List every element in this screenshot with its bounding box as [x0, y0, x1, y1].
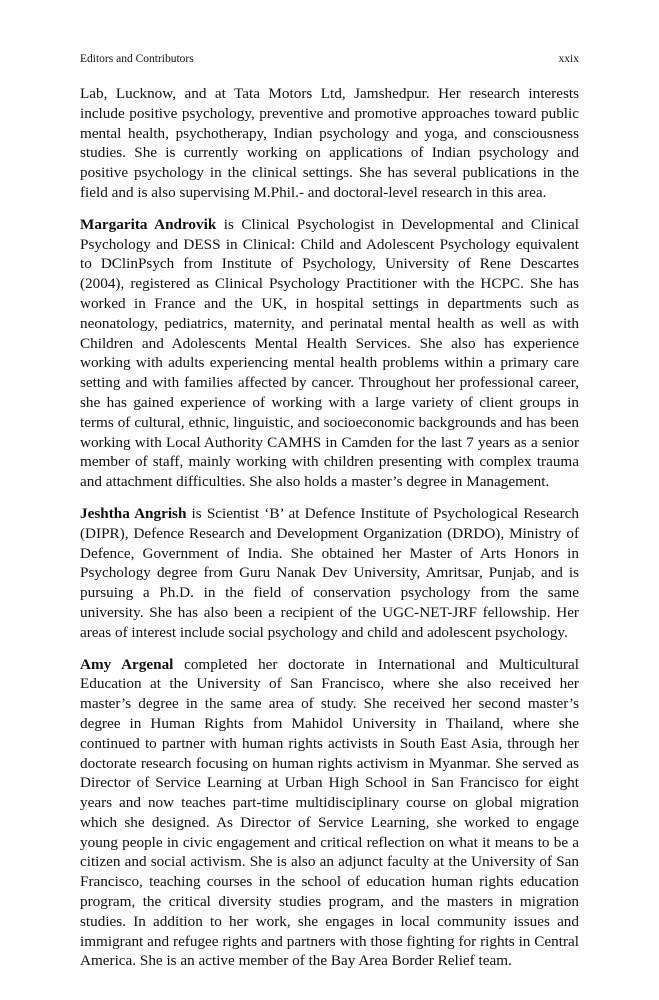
entry-text: is Scientist ‘B’ at Defence Institute of Psychological Research (DIPR), Defence Research and Development Organization (DRDO), Ministry of Defence, Government of India. She obtained her Master of Arts Honors in Psychology degree from Guru Nanak Dev University, Amritsar, Punjab, and is pursuing a Ph.D. in the field of conservation psychology from the same university. She has also been a recipient of the UGC-NET-JRF fellowship. Her areas of interest include social psychology and child and adolescent psychology.: [80, 504, 580, 641]
contributor-entry: [80, 655, 579, 972]
running-head-title: Editors and Contributors: [80, 53, 194, 65]
contributor-name: Margarita Androvik: [80, 215, 217, 233]
running-head: [80, 52, 579, 66]
entry-text: Lab, Lucknow, and at Tata Motors Ltd, Jamshedpur. Her research interests include positive psychology, preventive and promotive approaches toward public mental health, psychotherapy, Indian psychology and yoga, and consciousness studies. She is currently working on applications of Indian psychology and positive psychology in the clinical settings. She has several publications in the field and is also supervising M.Phil.- and doctoral-level research in this area.: [80, 85, 579, 201]
entry-text: completed her doctorate in International and Multicultural Education at the University of San Francisco, where she also received her master’s degree in the same area of study. She received her second master’s degree in Human Rights from Mahidol University in Thailand, where she continued to partner with human rights activists in South East Asia, through her doctorate research focusing on human rights activism in Myanmar. She served as Director of Service Learning at Urban High School in San Francisco for eight years and now teaches part-time multidisciplinary course on global migration which she designed. As Director of Service Learning, she worked to engage young people in civic engagement and critical reflection on what it means to be a citizen and social activism. She is also an adjunct faculty at the University of San Francisco, teaching courses in the school of education human rights education program, the critical diversity studies program, and the masters in migration studies. In addition to her work, she engages in local community issues and immigrant and refugee rights and partners with those fighting for rights in Central America. She is an active member of the Bay Area Border Relief team.: [80, 655, 579, 970]
page-number: xxix: [558, 53, 579, 65]
entry-text: is Clinical Psychologist in Developmental and Clinical Psychology and DESS in Clinical: Child and Adolescent Psychology equivalent to DClinPsych from Institute of Psychology, University of Rene Descartes (2004), registered as Clinical Psychology Practitioner with the HCPC. She has worked in France and the UK, in hospital settings in departments such as neonatology, pediatrics, maternity, and perinatal mental health as well as with Children and Adolescents Mental Health Services. She also has experience working with adults experiencing mental health problems within a primary care setting and with families affected by cancer. Throughout her professional career, she has gained experience of working with a large variety of client groups in terms of cultural, ethnic, linguistic, and socioeconomic backgrounds and has been working with Local Authority CAMHS in Camden for the last 7 years as a senior member of staff, mainly working with children presenting with complex trauma and attachment difficulties. She also holds a master’s degree in Management.: [80, 215, 579, 491]
contributor-name: Amy Argenal: [80, 655, 174, 673]
contributor-entry: [80, 215, 579, 492]
contributor-list: [80, 84, 579, 983]
contributor-name: Jeshtha Angrish: [80, 504, 187, 522]
contributor-entry: [80, 504, 579, 643]
contributor-entry-continued: [80, 84, 579, 203]
